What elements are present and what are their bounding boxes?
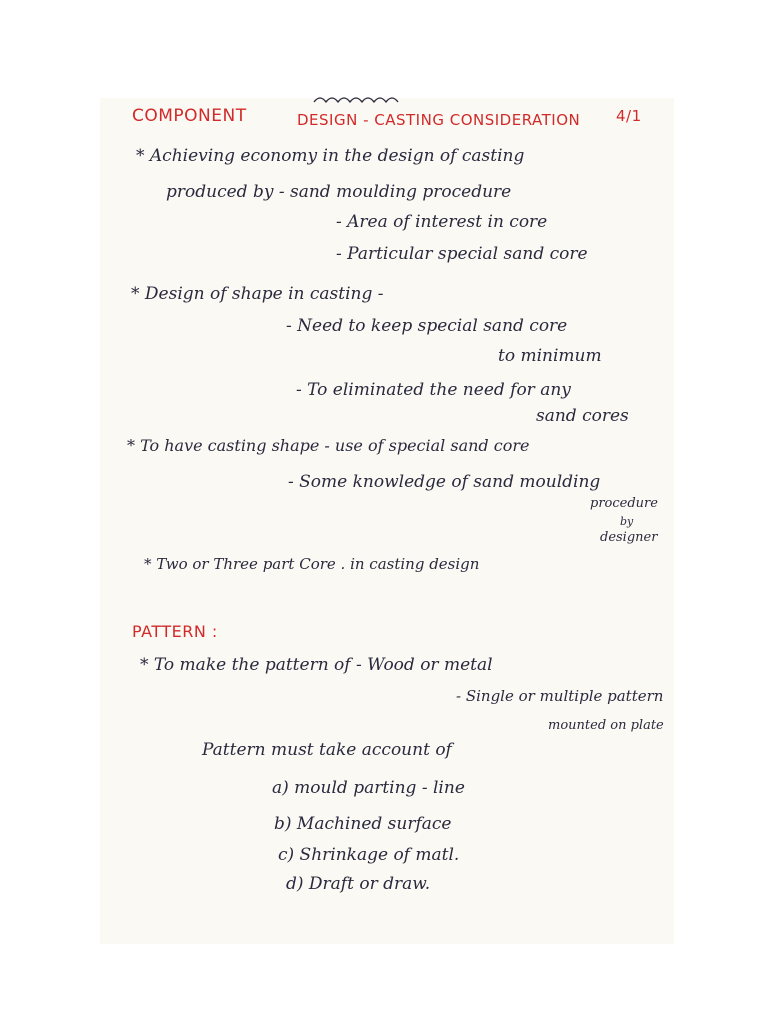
pattern-line-1: * To make the pattern of - Wood or metal [140,655,493,675]
note-line-12: procedure [590,496,658,511]
note-line-10: * To have casting shape - use of special sand core [127,436,530,455]
note-line-4: - Particular special sand core [336,244,588,264]
header-design-casting: DESIGN - CASTING CONSIDERATION [297,111,581,129]
note-line-11: - Some knowledge of sand moulding [288,472,601,492]
note-line-5: * Design of shape in casting - [131,284,384,304]
pattern-item-b: b) Machined surface [274,814,452,834]
note-line-1: * Achieving economy in the design of casting [136,146,525,166]
note-line-7: to minimum [498,346,602,366]
note-line-8: - To eliminated the need for any [296,380,571,400]
note-line-15: * Two or Three part Core . in casting design [144,555,480,573]
pattern-line-4: Pattern must take account of [202,740,452,760]
note-line-2: produced by - sand moulding procedure [166,182,512,202]
pattern-line-3: mounted on plate [548,718,664,733]
note-line-14: designer [600,530,658,545]
header-page-ref: 4/1 [616,107,642,125]
pattern-line-2: - Single or multiple pattern [456,687,664,705]
pattern-item-d: d) Draft or draw. [286,874,431,894]
pattern-heading: PATTERN : [132,622,218,641]
note-line-6: - Need to keep special sand core [286,316,568,336]
note-line-9: sand cores [536,406,629,426]
pattern-item-a: a) mould parting - line [272,778,465,798]
note-line-3: - Area of interest in core [336,212,548,232]
header-component: COMPONENT [132,106,247,126]
note-line-13: by [620,515,634,528]
pattern-item-c: c) Shrinkage of matl. [278,845,460,865]
crossed-out-scribble [312,92,402,106]
